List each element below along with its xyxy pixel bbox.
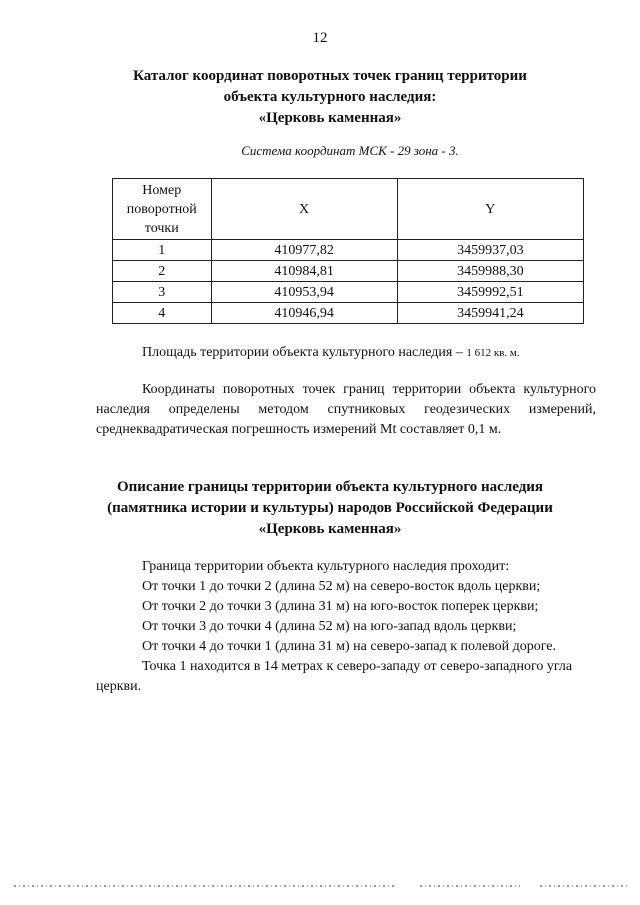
- scan-artifact: [14, 885, 394, 887]
- method-paragraph: Координаты поворотных точек границ территории объекта культурного наследия определены методом спутниковых геодезических измерений, среднеквадратическая погрешность измерений Mt составляет 0,1 м.: [96, 382, 596, 437]
- cell-point: 4: [113, 303, 212, 324]
- area-statement: [142, 343, 640, 363]
- cell-y: 3459988,30: [397, 261, 583, 282]
- coordinates-table: [112, 178, 584, 324]
- header-line: Номер: [142, 182, 182, 198]
- table-row: [113, 282, 584, 303]
- area-value: 1 612 кв. м.: [466, 347, 520, 359]
- catalog-title-line: объекта культурного наследия:: [223, 89, 437, 105]
- cell-x: 410953,94: [211, 282, 397, 303]
- header-line: поворотной: [126, 201, 197, 217]
- header-y: Y: [397, 179, 583, 240]
- scan-artifact: [540, 885, 630, 887]
- boundary-title-line: (памятника истории и культуры) народов Российской Федерации: [107, 500, 553, 516]
- description-line: От точки 2 до точки 3 (длина 31 м) на юго-восток поперек церкви;: [142, 599, 539, 614]
- table-header-row: [113, 179, 584, 240]
- table-row: [113, 303, 584, 324]
- cell-y: 3459937,03: [397, 240, 583, 261]
- cell-point: 3: [113, 282, 212, 303]
- coordinate-system-label: Система координат МСК - 29 зона - 3.: [241, 143, 459, 158]
- boundary-title: [60, 477, 600, 540]
- description-line: Точка 1 находится в 14 метрах к северо-западу от северо-западного угла церкви.: [96, 659, 573, 694]
- cell-point: 2: [113, 261, 212, 282]
- area-text: Площадь территории объекта культурного наследия –: [142, 345, 463, 360]
- table-row: [113, 261, 584, 282]
- catalog-title-line: «Церковь каменная»: [258, 110, 402, 126]
- boundary-title-line: «Церковь каменная»: [258, 521, 402, 537]
- scan-artifact: [420, 885, 520, 887]
- table-row: [113, 240, 584, 261]
- page-number: 12: [312, 30, 328, 46]
- description-line: От точки 1 до точки 2 (длина 52 м) на северо-восток вдоль церкви;: [142, 579, 541, 594]
- header-point-number: [113, 179, 212, 240]
- cell-x: 410977,82: [211, 240, 397, 261]
- cell-point: 1: [113, 240, 212, 261]
- header-x: X: [211, 179, 397, 240]
- catalog-title-line: Каталог координат поворотных точек границ территории: [133, 68, 527, 84]
- description-line: Граница территории объекта культурного наследия проходит:: [142, 559, 510, 574]
- cell-x: 410946,94: [211, 303, 397, 324]
- cell-y: 3459941,24: [397, 303, 583, 324]
- header-line: точки: [144, 220, 179, 236]
- boundary-title-line: Описание границы территории объекта культурного наследия: [116, 479, 544, 495]
- boundary-description: [96, 557, 606, 697]
- description-line: От точки 4 до точки 1 (длина 31 м) на северо-запад к полевой дороге.: [142, 639, 556, 654]
- description-line: От точки 3 до точки 4 (длина 52 м) на юго-запад вдоль церкви;: [142, 619, 517, 634]
- cell-y: 3459992,51: [397, 282, 583, 303]
- catalog-title: [60, 66, 600, 129]
- cell-x: 410984,81: [211, 261, 397, 282]
